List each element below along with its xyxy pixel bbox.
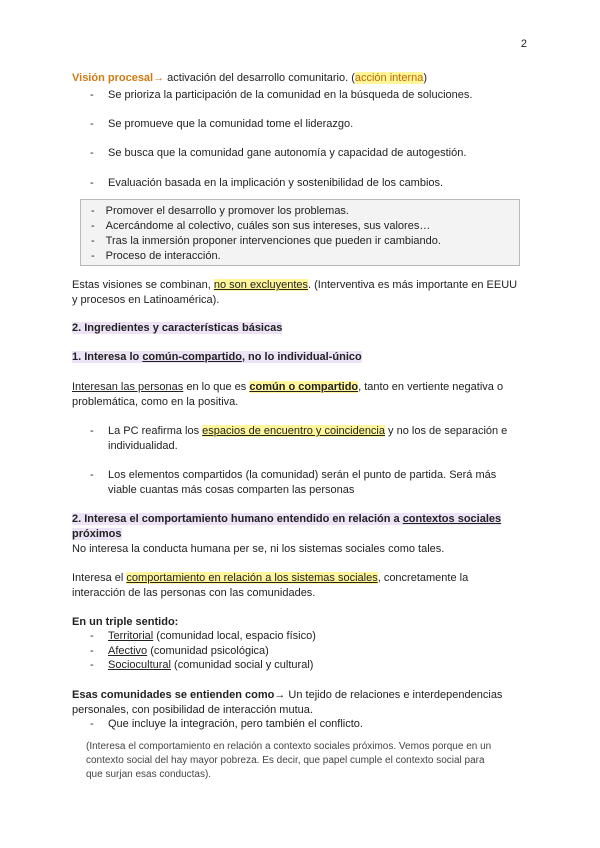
box-item: - Proceso de interacción. [91,250,221,262]
box-item: - Acercándome al colectivo, cuáles son sus intereses, sus valores… [91,220,431,232]
interesa-el-post: , concretamente la [377,572,469,584]
triple-term: Afectivo [108,645,148,657]
combine-paragraph [72,278,532,307]
list-item: - Sociocultural (comunidad social y cultural) [90,658,530,673]
list-item: - Afectivo (comunidad psicológica) [90,644,530,659]
interesan-paragraph [72,380,532,409]
note-line2: contexto social del hay mayor pobreza. Es decir, que papel cumple el contexto social para [86,755,485,766]
list-item-text: Se prioriza la participación de la comunidad en la búsqueda de soluciones. [108,89,473,101]
list-item-text [108,658,530,673]
page-number: 2 [520,38,527,50]
list-item: - Se prioriza la participación de la comunidad en la búsqueda de soluciones. [90,88,530,103]
interesan-highlight: común o compartido [249,381,359,393]
list-item: - Se promueve que la comunidad tome el liderazgo. [90,117,530,132]
list-item-text: Que incluye la integración, pero también el conflicto. [108,718,363,730]
list-item: - Se busca que la comunidad gane autonomía y capacidad de autogestión. [90,146,530,161]
item-a-line2: individualidad. [108,439,178,452]
item-a-pre: La PC reafirma los [108,425,203,437]
triple-term: Sociocultural [108,659,171,671]
summary-box [80,199,520,266]
interesan-mid: en lo que es [183,381,250,393]
box-item-text: Tras la inmersión proponer intervenciones que pueden ir cambiando. [105,235,441,247]
list-item: - La PC reafirma los espacios de encuentro y coincidencia y no los de separación e individualidad. [90,424,530,453]
comunidades-bold: Esas comunidades se entienden como [72,689,275,701]
box-item-text: Promover el desarrollo y promover los problemas. [105,205,349,217]
sub2-line2: próximos [72,527,122,540]
subheading-1-text [72,351,362,363]
subheading-2 [72,512,532,541]
vision-text: activación del desarrollo comunitario. ( [164,72,355,84]
sub2-pre: 2. Interesa el comportamiento humano entendido en relación a [72,513,403,525]
triple-title: En un triple sentido: [72,616,179,628]
list-item: - Que incluye la integración, pero también el conflicto. [90,717,530,732]
box-item: - Promover el desarrollo y promover los problemas. [91,205,349,217]
list-item-text: Evaluación basada en la implicación y sostenibilidad de los cambios. [108,177,444,189]
sub1-pre: 1. Interesa lo [72,351,143,363]
interesan-underline: Interesan las personas [72,381,184,393]
vision-label: Visión procesal [72,72,154,84]
comunidades-text: Un tejido de relaciones e interdependencias [285,689,503,701]
list-item-text [108,629,530,644]
combine-post: . (Interventiva es más importante en EEUU [308,279,518,291]
combine-line2: y procesos en Latinoamérica). [72,293,220,306]
note-paragraph [86,740,516,782]
item-b-line2: viable cuantas más cosas comparten las personas [108,483,355,496]
list-item-text [108,468,530,497]
list-item-text [108,424,530,453]
list-item: - Evaluación basada en la implicación y sostenibilidad de los cambios. [90,176,530,191]
section-title-text: 2. Ingredientes y características básicas [72,322,283,334]
item-a-highlight: espacios de encuentro y coincidencia [202,425,385,437]
sub2-underline: contextos sociales [402,513,502,525]
list-item: - Territorial (comunidad local, espacio físico) [90,629,530,644]
interesa-el-paragraph [72,571,532,600]
combine-highlight: no son excluyentes [213,279,309,291]
sub1-post: , no lo individual-único [241,351,362,363]
item-a-post: y no los de separación e [385,425,508,437]
interesa-el-line2: interacción de las personas con las comunidades. [72,586,316,599]
box-item: - Tras la inmersión proponer intervenciones que pueden ir cambiando. [91,235,441,247]
box-item-text: Acercándome al colectivo, cuáles son sus intereses, sus valores… [105,220,431,232]
arrow-icon: → [274,689,286,701]
sub1-underline: común-compartido [142,351,242,363]
comunidades-line2: personales, con posibilidad de interacción mutua. [72,703,313,716]
list-item-text: Se promueve que la comunidad tome el liderazgo. [108,118,354,130]
vision-highlight: acción interna [354,72,424,84]
subheading-2-text [72,513,501,525]
interesa-el-highlight: comportamiento en relación a los sistemas sociales [126,572,378,584]
vision-close: ) [423,72,428,84]
list-item-text: Se busca que la comunidad gane autonomía y capacidad de autogestión. [108,147,467,159]
triple-term: Territorial [108,630,154,642]
interesan-post: , tanto en vertiente negativa o [358,381,504,393]
vision-line [72,71,532,86]
subheading-1 [72,350,532,365]
section-title [72,321,532,336]
triple-desc: (comunidad social y cultural) [170,659,314,671]
arrow-icon: → [153,72,165,84]
interesan-line2: problemática, como en la positiva. [72,395,239,408]
note-line3: que surjan esas conductas). [86,769,212,780]
interesa-el-pre: Interesa el [72,572,127,584]
box-item-text: Proceso de interacción. [105,250,221,262]
triple-desc: (comunidad psicológica) [147,645,269,657]
list-item-text [108,644,530,659]
note-line1: (Interesa el comportamiento en relación a contexto sociales próximos. Vemos porque en un [86,741,492,752]
no-interesa-paragraph: No interesa la conducta humana per se, ni los sistemas sociales como tales. [72,543,445,555]
comunidades-paragraph [72,688,532,717]
triple-desc: (comunidad local, espacio físico) [153,630,316,642]
combine-pre: Estas visiones se combinan, [72,279,214,291]
list-item: - Los elementos compartidos (la comunidad) serán el punto de partida. Será más viable cuantas más cosas comparten las personas [90,468,530,497]
item-b-line1: Los elementos compartidos (la comunidad) serán el punto de partida. Será más [108,469,497,481]
